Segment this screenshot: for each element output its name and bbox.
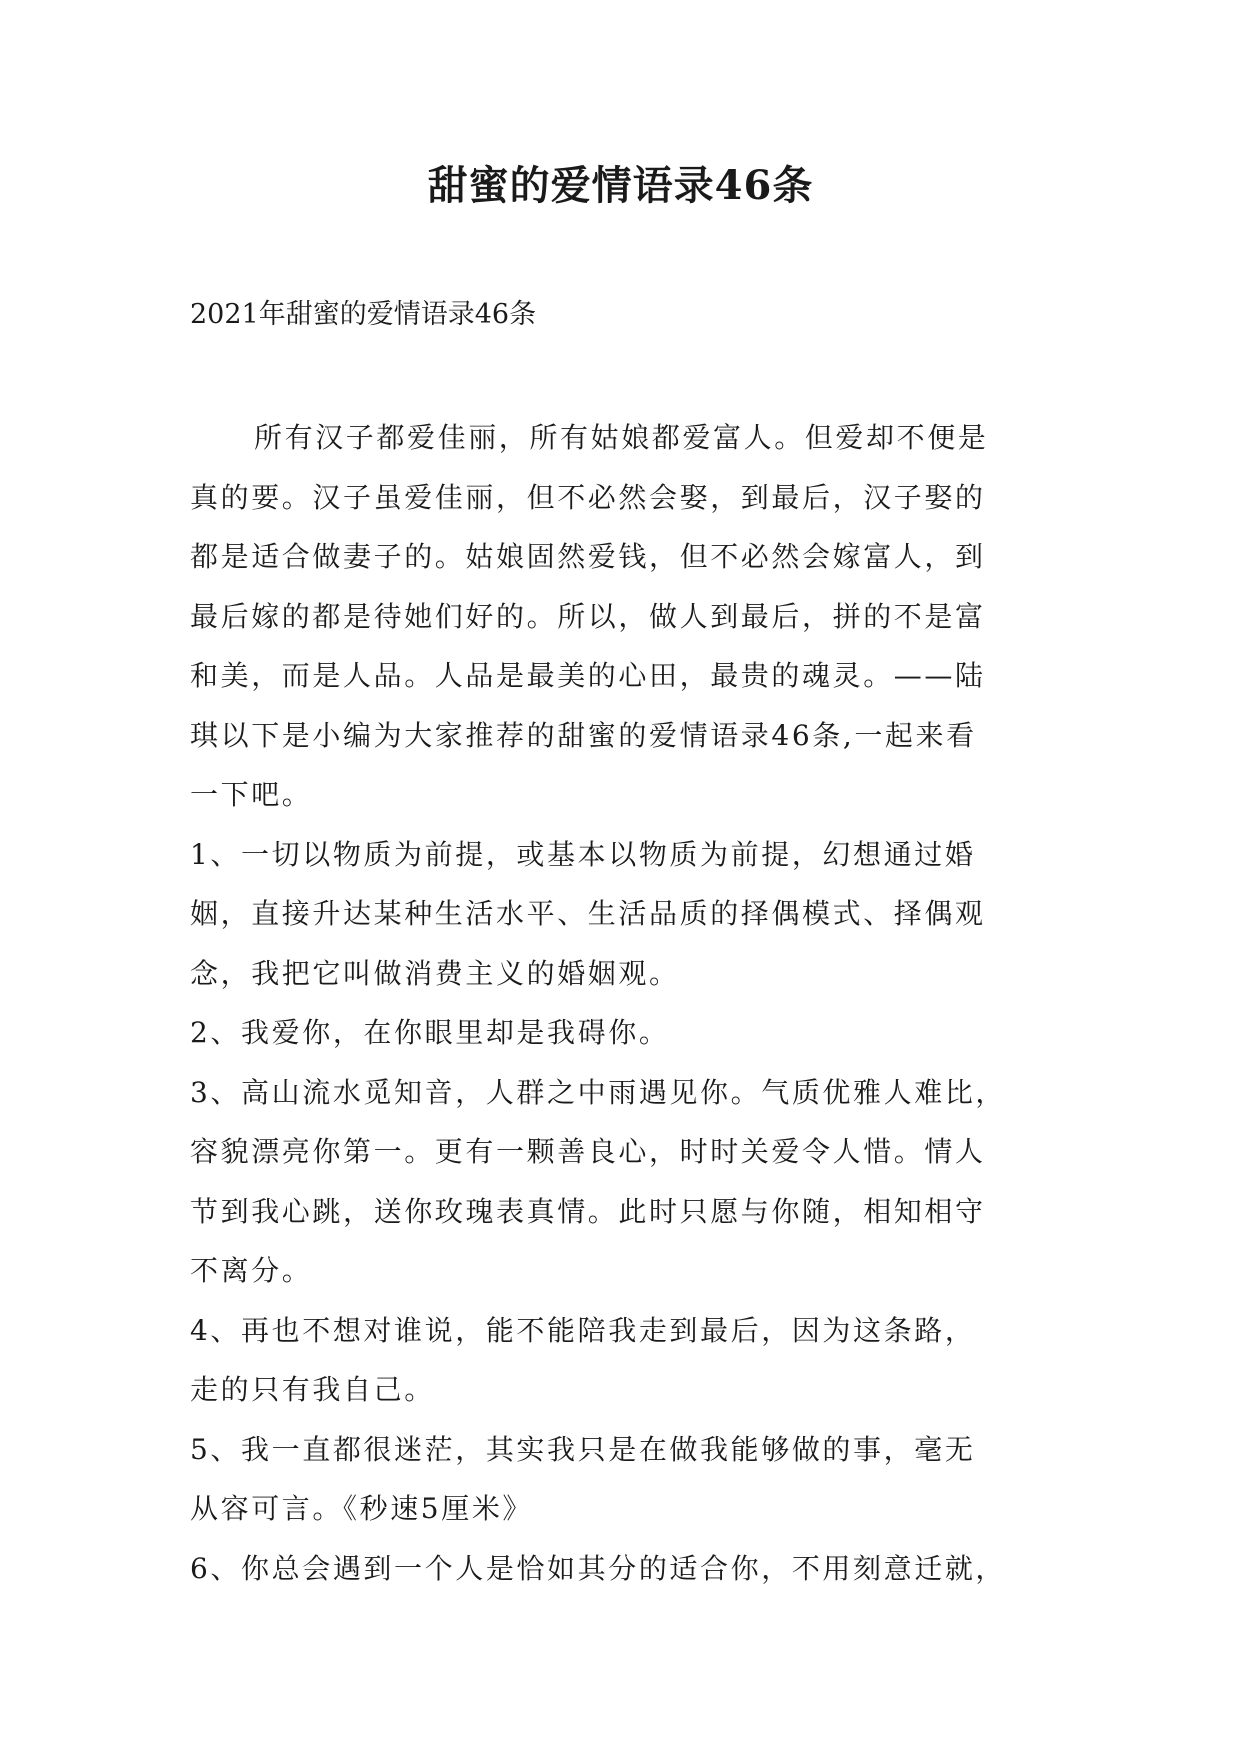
body-line: 姻，直接升达某种生活水平、生活品质的择偶模式、择偶观: [190, 897, 986, 930]
body-line: 所有汉子都爱佳丽，所有姑娘都爱富人。但爱却不便是: [254, 421, 989, 454]
body-line: 4、再也不想对谁说，能不能陪我走到最后，因为这条路，: [190, 1313, 976, 1347]
body-line: 琪以下是小编为大家推荐的甜蜜的爱情语录46条,一起来看: [190, 718, 977, 752]
body-line: 一下吧。: [190, 778, 313, 811]
body-line: 最后嫁的都是待她们好的。所以，做人到最后，拼的不是富: [190, 599, 986, 633]
document-body: [190, 408, 1060, 1598]
body-line: 念，我把它叫做消费主义的婚姻观。: [190, 956, 680, 990]
body-line: 5、我一直都很迷茫，其实我只是在做我能够做的事，毫无: [190, 1432, 976, 1466]
body-line: 1、一切以物质为前提，或基本以物质为前提，幻想通过婚: [190, 837, 976, 871]
body-line: 从容可言。《秒速5厘米》: [190, 1492, 534, 1525]
document-title: 甜蜜的爱情语录46条: [427, 162, 814, 209]
body-line: 3、高山流水觅知音，人群之中雨遇见你。气质优雅人难比，: [190, 1075, 1007, 1109]
body-line: 2、我爱你，在你眼里却是我碍你。: [190, 1016, 670, 1049]
body-line: 和美，而是人品。人品是最美的心田，最贵的魂灵。——陆: [190, 659, 986, 692]
body-line: 不离分。: [190, 1254, 313, 1287]
body-line: 6、你总会遇到一个人是恰如其分的适合你，不用刻意迁就，: [190, 1551, 1007, 1585]
body-line: 走的只有我自己。: [190, 1373, 435, 1406]
body-line: 真的要。汉子虽爱佳丽，但不必然会娶，到最后，汉子娶的: [190, 480, 986, 514]
body-line: 都是适合做妻子的。姑娘固然爱钱，但不必然会嫁富人，到: [190, 540, 986, 573]
document-subtitle: 2021年甜蜜的爱情语录46条: [190, 299, 537, 330]
body-line: 节到我心跳，送你玫瑰表真情。此时只愿与你随，相知相守: [190, 1194, 986, 1228]
body-line: 容貌漂亮你第一。更有一颗善良心，时时关爱令人惜。情人: [190, 1135, 986, 1168]
